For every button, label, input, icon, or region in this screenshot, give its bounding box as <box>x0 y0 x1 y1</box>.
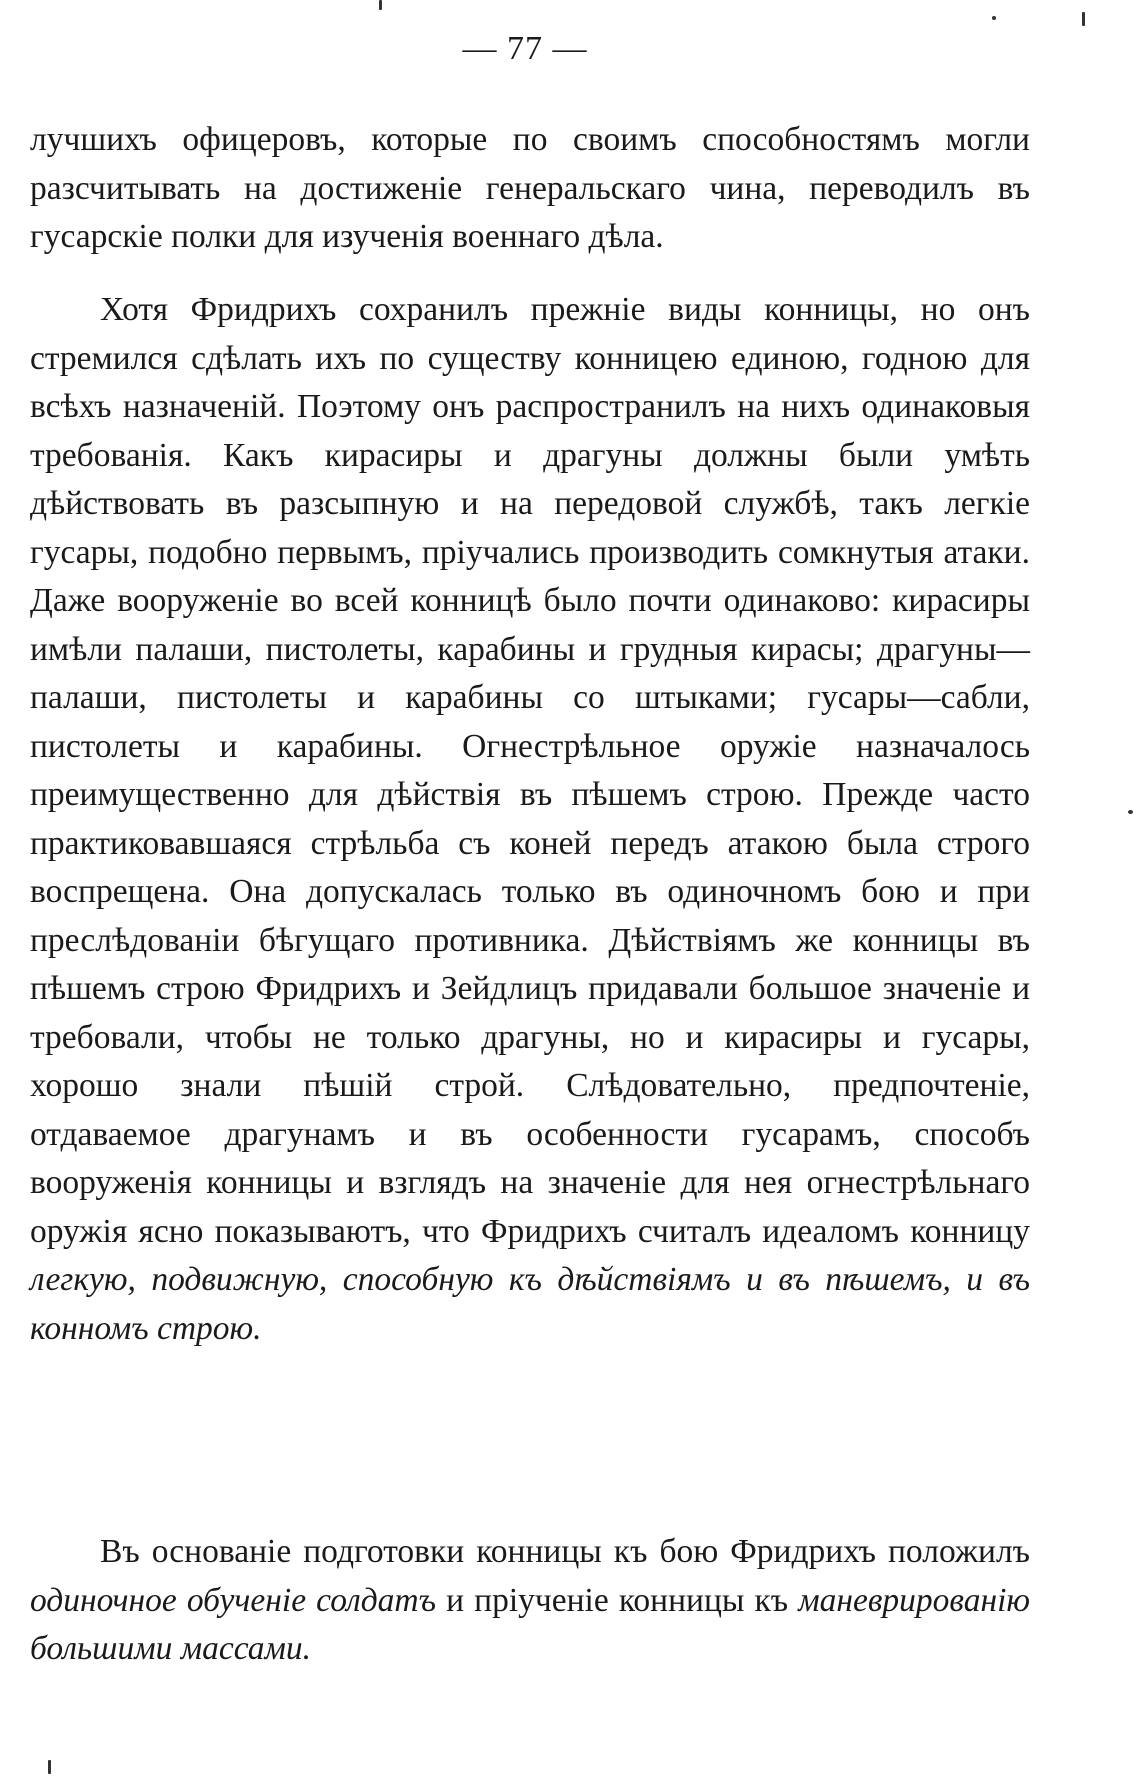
paragraph-3-text-a: Въ основаніе подготовки конницы къ бою Фридрихъ положилъ <box>100 1533 1030 1570</box>
scan-speck <box>992 16 996 20</box>
paragraph-2-emphasis: легкую, подвижную, способную къ дѣйствіямъ и въ пѣшемъ, и въ конномъ строю. <box>30 1261 1030 1347</box>
paragraph-1-text: лучшихъ офицеровъ, которые по своимъ способностямъ могли разсчитывать на достиженіе генеральскаго чина, переводилъ въ гусарскіе полки для изученія военнаго дѣла. <box>30 121 1030 255</box>
scan-speck <box>1082 12 1085 26</box>
paragraph-3 <box>30 1528 1030 1674</box>
paragraph-2-text: Хотя Фридрихъ сохранилъ прежніе виды конницы, но онъ стремился сдѣлать ихъ по существу конницею единою, годною для всѣхъ назначеній. Поэтому онъ распространилъ на нихъ одинаковыя требованія. Какъ кирасиры и драгуны должны были умѣть дѣйствовать въ разсыпную и на передовой службѣ, такъ легкіе гусары, подобно первымъ, пріучались производить сомкнутыя атаки. Даже вооруженіе во всей конницѣ было почти одинаково: кирасиры имѣли палаши, пистолеты, карабины и грудныя кирасы; драгуны—палаши, пистолеты и карабины со штыками; гусары—сабли, пистолеты и карабины. Огнестрѣльное оружіе назначалось преимущественно для дѣйствія въ пѣшемъ строю. Прежде часто практиковавшаяся стрѣльба съ коней передъ атакою была строго воспрещена. Она допускалась только въ одиночномъ бою и при преслѣдованіи бѣгущаго противника. Дѣйствіямъ же конницы въ пѣшемъ строю Фридрихъ и Зейдлицъ придавали большое значеніе и требовали, чтобы не только драгуны, но и кирасиры и гусары, хорошо знали пѣшій строй. Слѣдовательно, предпочтеніе, отдаваемое драгунамъ и въ особенности гусарамъ, способъ вооруженія конницы и взглядъ на значеніе для нея огнестрѣльнаго оружія ясно показываютъ, что Фридрихъ считалъ идеаломъ конницу <box>30 291 1030 1250</box>
paragraph-3-text-b: и пріученіе конницы къ <box>446 1581 789 1619</box>
scan-speck <box>379 0 382 10</box>
paragraph-2 <box>30 286 1030 1353</box>
paragraph-3-emphasis-b: маневрированію большими массами. <box>30 1581 1031 1667</box>
scan-speck <box>48 1760 51 1774</box>
page-number: — 77 — <box>462 30 588 67</box>
paragraph-3-emphasis-a: одиночное обученіе солдатъ <box>30 1581 437 1619</box>
paragraph-1 <box>30 116 1030 262</box>
scan-speck <box>1128 810 1133 814</box>
